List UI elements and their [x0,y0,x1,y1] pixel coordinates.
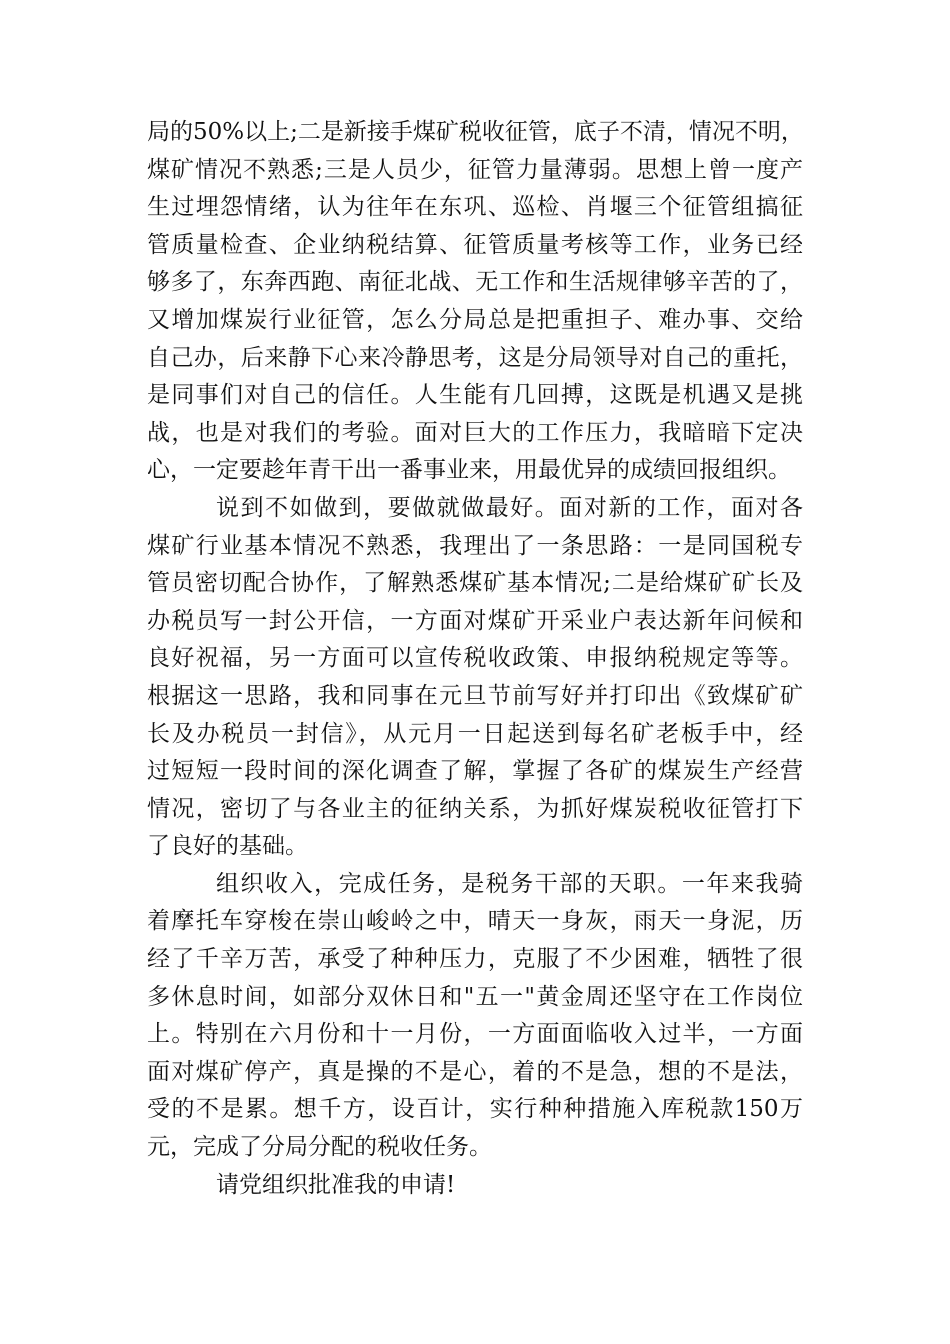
text-line: 过短短一段时间的深化调查了解，掌握了各矿的煤炭生产经营 [147,758,803,785]
text-line: 够多了，东奔西跑、南征北战、无工作和生活规律够辛苦的了， [147,269,803,296]
paragraph-closing-request [147,1167,803,1205]
text-line: 自己办，后来静下心来冷静思考，这是分局领导对自己的重托， [147,344,803,371]
text-line: 情况，密切了与各业主的征纳关系，为抓好煤炭税收征管打下 [147,795,803,822]
text-line: 了良好的基础。 [147,833,308,860]
text-line: 面对煤矿停产，真是操的不是心，着的不是急，想的不是法， [147,1058,803,1085]
paragraph-work-approach [147,490,803,866]
text-line: 煤矿行业基本情况不熟悉，我理出了一条思路：一是同国税专 [147,532,803,559]
text-line: 上。特别在六月份和十一月份，一方面面临收入过半，一方面 [147,1021,803,1048]
text-line: 良好祝福，另一方面可以宣传税收政策、申报纳税规定等等。 [147,645,803,672]
text-line: 长及办税员一封信》，从元月一日起送到每名矿老板手中，经 [147,720,803,747]
paragraph-continuation [147,114,803,490]
document-body [147,114,803,1204]
text-line: 生过埋怨情绪，认为往年在东巩、巡检、肖堰三个征管组搞征 [147,194,803,221]
paragraph-revenue-task [147,866,803,1167]
text-line: 是同事们对自己的信任。人生能有几回搏，这既是机遇又是挑 [147,382,803,409]
text-line: 又增加煤炭行业征管，怎么分局总是把重担子、难办事、交给 [147,306,803,333]
text-line: 煤矿情况不熟悉;三是人员少，征管力量薄弱。思想上曾一度产 [147,156,803,183]
text-line: 受的不是累。想千方，设百计，实行种种措施入库税款150万 [147,1096,803,1123]
text-line: 元，完成了分局分配的税收任务。 [147,1134,492,1161]
text-line: 根据这一思路，我和同事在元旦节前写好并打印出《致煤矿矿 [147,682,803,709]
text-line: 管质量检查、企业纳税结算、征管质量考核等工作，业务已经 [147,231,803,258]
text-line: 组织收入，完成任务，是税务干部的天职。一年来我骑 [216,870,803,897]
text-line: 着摩托车穿梭在崇山峻岭之中，晴天一身灰，雨天一身泥，历 [147,908,803,935]
text-line: 管员密切配合协作，了解熟悉煤矿基本情况;二是给煤矿矿长及 [147,570,803,597]
text-line: 请党组织批准我的申请! [216,1171,456,1198]
text-line: 战，也是对我们的考验。面对巨大的工作压力，我暗暗下定决 [147,419,803,446]
text-line: 说到不如做到，要做就做最好。面对新的工作，面对各 [216,494,803,521]
text-line: 办税员写一封公开信，一方面对煤矿开采业户表达新年问候和 [147,607,803,634]
text-line: 心，一定要趁年青干出一番事业来，用最优异的成绩回报组织。 [147,457,791,484]
text-line: 局的50%以上;二是新接手煤矿税收征管，底子不清，情况不明， [147,119,804,145]
text-line: 多休息时间，如部分双休日和"五一"黄金周还坚守在工作岗位 [147,983,803,1010]
text-line: 经了千辛万苦，承受了种种压力，克服了不少困难，牺牲了很 [147,946,803,973]
